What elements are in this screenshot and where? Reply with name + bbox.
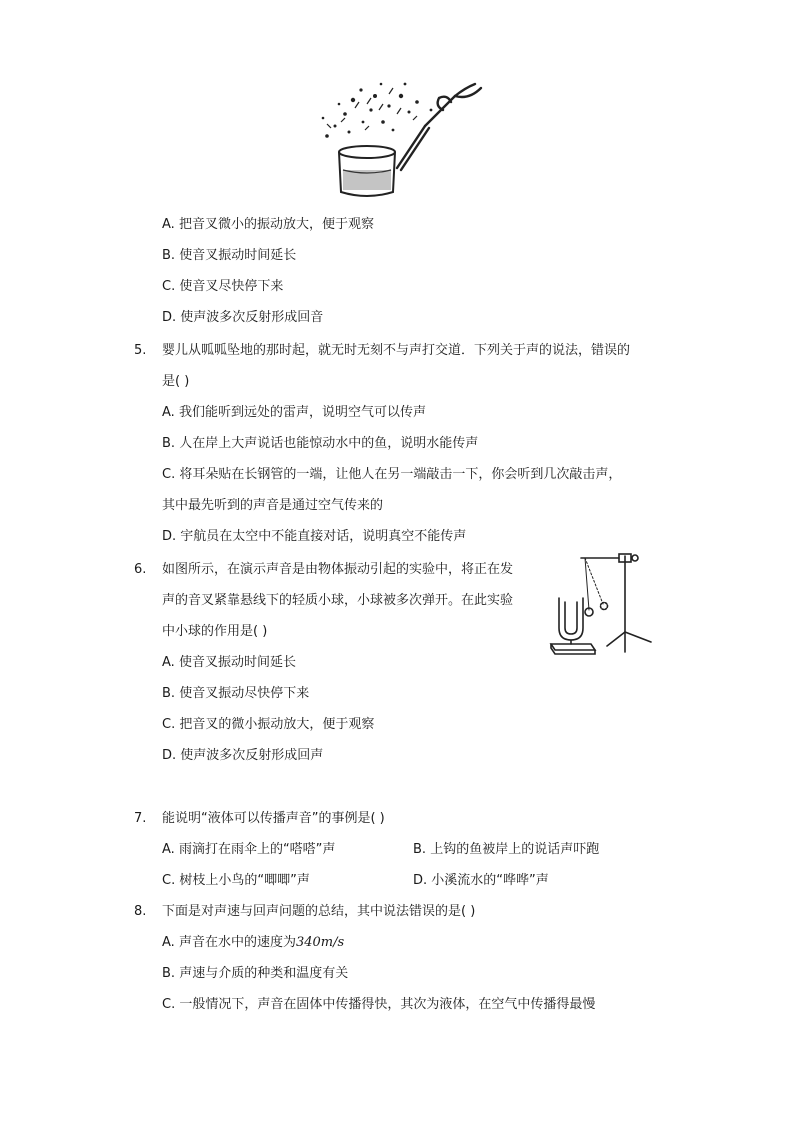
q7-stem: 能说明“液体可以传播声音”的事例是( ) <box>162 811 385 826</box>
q7-option-b[interactable] <box>413 841 599 859</box>
option-text: 小溪流水的“哗哗”声 <box>431 873 549 888</box>
speed-value: 340m/s <box>295 935 345 950</box>
option-label: A. <box>162 405 175 420</box>
option-label: D. <box>162 310 177 325</box>
option-label: D. <box>413 873 428 888</box>
option-label: D. <box>162 529 177 544</box>
tuning-fork-pendulum-figure <box>545 548 657 658</box>
q8-stem: 下面是对声速与回声问题的总结，其中说法错误的是( ) <box>162 904 476 919</box>
option-text: 人在岸上大声说话也能惊动水中的鱼，说明水能传声 <box>179 436 479 451</box>
option-label: A. <box>162 217 175 232</box>
q6-stem-line-2: 声的音叉紧靠悬线下的轻质小球，小球被多次弹开。在此实验 <box>162 593 514 608</box>
option-text: 使音叉振动时间延长 <box>178 655 296 670</box>
option-label: C. <box>162 873 176 888</box>
option-text: 宇航员在太空中不能直接对话，说明真空不能传声 <box>180 529 467 544</box>
option-text: 把音叉的微小振动放大，便于观察 <box>179 717 375 732</box>
q4-option-a[interactable] <box>162 216 374 234</box>
option-text: 声音在水中的速度为 <box>178 935 296 950</box>
option-text: 雨滴打在雨伞上的“嗒嗒”声 <box>178 842 336 857</box>
option-label: A. <box>162 935 175 950</box>
q7-option-a[interactable] <box>162 841 335 859</box>
option-text: 把音叉微小的振动放大，便于观察 <box>178 217 374 232</box>
option-label: C. <box>162 279 176 294</box>
option-label: A. <box>162 842 175 857</box>
q7-number: 7. <box>134 811 147 826</box>
option-text: 使音叉振动尽快停下来 <box>179 686 310 701</box>
option-label: B. <box>162 248 176 263</box>
q8-option-a[interactable] <box>162 934 344 952</box>
q7-option-d[interactable] <box>413 872 549 890</box>
option-text: 使声波多次反射形成回声 <box>180 748 324 763</box>
option-label: A. <box>162 655 175 670</box>
q5-option-a[interactable] <box>162 404 426 422</box>
q8-option-b[interactable] <box>162 965 348 983</box>
option-label: C. <box>162 997 176 1012</box>
option-text: 声速与介质的种类和温度有关 <box>179 966 349 981</box>
option-text: 使音叉尽快停下来 <box>179 279 284 294</box>
q4-option-c[interactable] <box>162 278 283 296</box>
q5-option-d[interactable] <box>162 528 466 546</box>
option-label: B. <box>162 966 176 981</box>
q5-option-b[interactable] <box>162 435 478 453</box>
option-text: 使音叉振动时间延长 <box>179 248 297 263</box>
option-label: D. <box>162 748 177 763</box>
q5-option-c[interactable] <box>162 466 621 484</box>
q7-option-c[interactable] <box>162 872 310 890</box>
option-label: B. <box>162 436 176 451</box>
q6-option-c[interactable] <box>162 716 374 734</box>
option-label: B. <box>413 842 427 857</box>
q8-option-c[interactable] <box>162 996 595 1014</box>
option-label: C. <box>162 467 176 482</box>
option-text: 使声波多次反射形成回音 <box>180 310 324 325</box>
q6-stem-line-3: 中小球的作用是( ) <box>162 624 268 639</box>
q4-option-d[interactable] <box>162 309 323 327</box>
q5-option-c-continued: 其中最先听到的声音是通过空气传来的 <box>162 498 384 513</box>
q8-number: 8. <box>134 904 147 919</box>
q5-stem-line-1: 婴儿从呱呱坠地的那时起，就无时无刻不与声打交道．下列关于声的说法，错误的 <box>162 343 631 358</box>
option-text: 树枝上小鸟的“唧唧”声 <box>179 873 310 888</box>
option-label: B. <box>162 686 176 701</box>
option-text: 一般情况下，声音在固体中传播得快，其次为液体，在空气中传播得最慢 <box>179 997 596 1012</box>
q6-option-d[interactable] <box>162 747 323 765</box>
q6-option-b[interactable] <box>162 685 309 703</box>
q6-number: 6. <box>134 562 147 577</box>
option-text: 我们能听到远处的雷声，说明空气可以传声 <box>178 405 426 420</box>
option-label: C. <box>162 717 176 732</box>
tuning-fork-beaker-figure <box>305 66 490 202</box>
q6-stem-line-1: 如图所示，在演示声音是由物体振动引起的实验中，将正在发 <box>162 562 514 577</box>
q5-number: 5. <box>134 343 147 358</box>
q4-option-b[interactable] <box>162 247 296 265</box>
option-text: 上钩的鱼被岸上的说话声吓跑 <box>430 842 600 857</box>
option-text: 将耳朵贴在长钢管的一端，让他人在另一端敲击一下，你会听到几次敲击声， <box>179 467 622 482</box>
q5-stem-line-2: 是( ) <box>162 374 190 389</box>
q6-option-a[interactable] <box>162 654 296 672</box>
